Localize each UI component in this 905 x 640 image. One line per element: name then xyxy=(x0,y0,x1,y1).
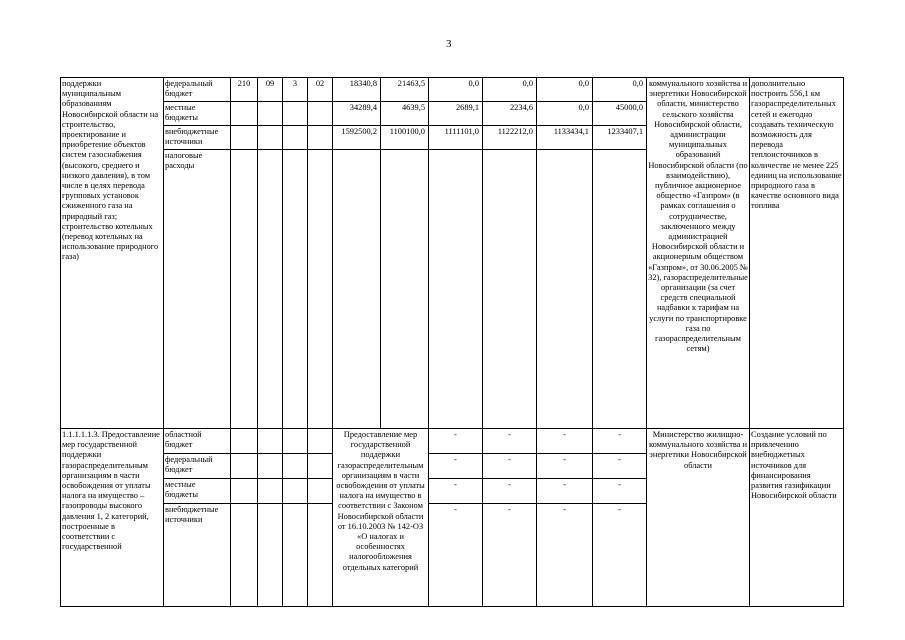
source-label: внебюджетные источники xyxy=(164,126,231,150)
code-cell xyxy=(308,126,333,150)
code-cell xyxy=(283,504,308,607)
value-cell: - xyxy=(483,429,537,454)
value-cell: 0,0 xyxy=(537,102,593,126)
code-cell xyxy=(308,479,333,504)
value-cell: - xyxy=(483,479,537,504)
code-cell xyxy=(283,429,308,454)
source-label: федеральный бюджет xyxy=(164,454,231,479)
code-cell xyxy=(231,429,258,454)
value-cell: 1100100,0 xyxy=(381,126,429,150)
code-cell xyxy=(258,102,283,126)
source-label: местные бюджеты xyxy=(164,479,231,504)
value-cell: 1111101,0 xyxy=(429,126,483,150)
value-cell xyxy=(333,150,381,429)
code-cell xyxy=(283,454,308,479)
value-cell xyxy=(381,150,429,429)
code-cell xyxy=(283,102,308,126)
code-cell xyxy=(231,126,258,150)
result-cell: дополнительно построить 556,1 км газораспределительных сетей и ежегодно создавать техническую возможность для перевода теплоисточников в количестве не менее 225 единиц на использование природного газа в качестве основного вида топлива xyxy=(750,78,844,429)
measure-description: поддержки муниципальным образованиям Новосибирской области на строительство, проектирование и приобретение объектов систем газоснабжения (высокого, среднего и низкого давления), в том числе в целях перевода групповых установок сжиженного газа на природный газ; строительство котельных (перевод котельных на использование природного газа) xyxy=(61,78,164,429)
value-cell: 18340,8 xyxy=(333,78,381,102)
value-cell: 2689,1 xyxy=(429,102,483,126)
code-cell xyxy=(308,504,333,607)
value-cell: 1122212,0 xyxy=(483,126,537,150)
code-cell xyxy=(258,126,283,150)
value-cell: 1233407,1 xyxy=(593,126,647,150)
table-row xyxy=(61,429,844,454)
code-cell xyxy=(231,102,258,126)
code-cell xyxy=(258,429,283,454)
code-cell xyxy=(231,479,258,504)
code-cell: 210 xyxy=(231,78,258,102)
value-cell: - xyxy=(593,429,647,454)
result-cell: Создание условий по привлечению внебюджетных источников для финансирования развития газификации Новосибирской области xyxy=(750,429,844,607)
page-number: 3 xyxy=(446,38,452,50)
value-cell: 2234,6 xyxy=(483,102,537,126)
code-cell xyxy=(231,454,258,479)
code-cell xyxy=(308,150,333,429)
code-cell xyxy=(283,479,308,504)
value-cell: - xyxy=(537,504,593,607)
value-cell: - xyxy=(429,504,483,607)
source-label: федеральный бюджет xyxy=(164,78,231,102)
value-cell: - xyxy=(483,454,537,479)
code-cell xyxy=(283,150,308,429)
executor-cell: коммунального хозяйства и энергетики Новосибирской области, министерство сельского хозяйства Новосибирской области, администрации муниципальных образований Новосибирской области (по взаимодействию), публичное акционерное общество «Газпром» (в рамках соглашения о сотрудничестве, заключенного между администрацией Новосибирской области и акционерным обществом «Газпром», от 30.06.2005 № 32), газораспределительные организации (за счет средств специальной надбавки к тарифам на услуги по транспортировке газа по газораспределительным сетям) xyxy=(647,78,750,429)
value-cell: 0,0 xyxy=(429,78,483,102)
code-cell xyxy=(308,454,333,479)
value-cell: 1592500,2 xyxy=(333,126,381,150)
value-cell xyxy=(593,150,647,429)
value-cell: - xyxy=(429,454,483,479)
code-cell xyxy=(231,150,258,429)
value-cell xyxy=(537,150,593,429)
code-cell xyxy=(231,504,258,607)
value-cell: 45000,0 xyxy=(593,102,647,126)
value-cell: - xyxy=(483,504,537,607)
value-cell: 0,0 xyxy=(537,78,593,102)
measure-description: 1.1.1.1.1.3. Предоставление мер государственной поддержки газораспределительным организациям в части освобождения от уплаты налога на имущество – газопроводы высокого давления 1, 2 категорий, построенные в соответствии с государственной xyxy=(61,429,164,607)
value-cell: 34289,4 xyxy=(333,102,381,126)
code-cell: 02 xyxy=(308,78,333,102)
value-cell: 0,0 xyxy=(483,78,537,102)
value-cell xyxy=(429,150,483,429)
value-cell: - xyxy=(429,429,483,454)
source-label: налоговые расходы xyxy=(164,150,231,429)
source-label: внебюджетные источники xyxy=(164,504,231,607)
value-cell: - xyxy=(593,454,647,479)
value-cell: 0,0 xyxy=(593,78,647,102)
executor-cell: Министерство жилищно-коммунального хозяйства и энергетики Новосибирской области xyxy=(647,429,750,607)
value-cell: - xyxy=(593,504,647,607)
code-cell: 3 xyxy=(283,78,308,102)
source-label: местные бюджеты xyxy=(164,102,231,126)
code-cell xyxy=(258,454,283,479)
code-cell xyxy=(308,102,333,126)
code-cell xyxy=(258,504,283,607)
code-cell xyxy=(283,126,308,150)
code-cell: 09 xyxy=(258,78,283,102)
program-table xyxy=(60,77,844,607)
table-row xyxy=(61,78,844,102)
value-cell: 4639,5 xyxy=(381,102,429,126)
mechanism-cell: Предоставление мер государственной поддержки газораспределительным организациям в части освобождения от уплаты налога на имущество в соответствии с Законом Новосибирской области от 16.10.2003 № 142-ОЗ «О налогах и особенностях налогообложения отдельных категорий xyxy=(333,429,429,607)
value-cell: - xyxy=(593,479,647,504)
value-cell: 21463,5 xyxy=(381,78,429,102)
value-cell xyxy=(483,150,537,429)
value-cell: - xyxy=(429,479,483,504)
code-cell xyxy=(258,150,283,429)
value-cell: 1133434,1 xyxy=(537,126,593,150)
code-cell xyxy=(308,429,333,454)
code-cell xyxy=(258,479,283,504)
value-cell: - xyxy=(537,479,593,504)
source-label: областной бюджет xyxy=(164,429,231,454)
value-cell: - xyxy=(537,454,593,479)
value-cell: - xyxy=(537,429,593,454)
